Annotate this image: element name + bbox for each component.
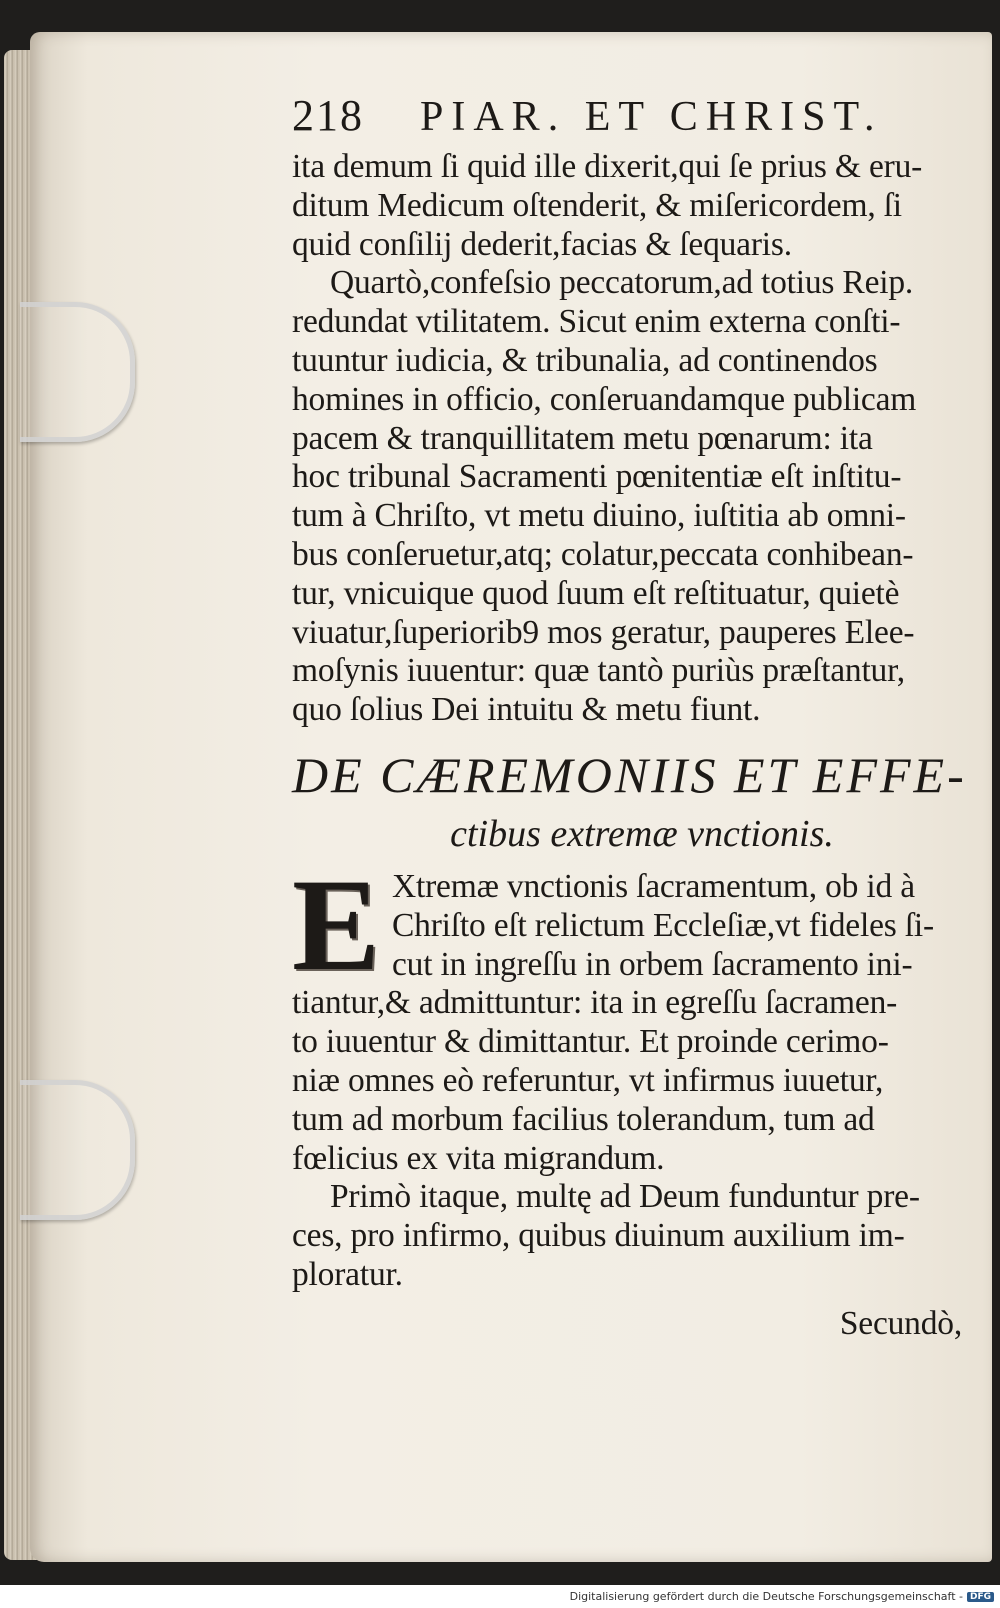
funding-credit: Digitalisierung gefördert durch die Deutsche Forschungsgemeinschaft - [569,1590,963,1603]
paragraph-2 [292,264,972,730]
text-line: tum ad morbum facilius tolerandum, tum ad [292,1100,875,1138]
text-line: quid conſilij dederit,facias & ſequaris. [292,225,792,263]
catchword: Secundò, [839,1304,962,1342]
text-line: cut in ingreſſu in orbem ſacramento ini- [392,945,913,983]
text-line: pacem & tranquillitatem metu pœnarum: ita [292,419,873,457]
text-line: bus conſeruetur,atq; colatur,peccata conhibean- [292,535,914,573]
decorated-initial: E [292,850,381,998]
text-line: Xtremæ vnctionis ſacramentum, ob id à [392,867,915,905]
text-line: Chriſto eſt relictum Eccleſiæ,vt fideles ſi- [392,906,934,944]
running-title: PIAR. ET CHRIST. [420,94,883,140]
text-line: ces, pro infirmo, quibus diuinum auxilium im- [292,1217,905,1255]
digitization-credit-bar [0,1585,1000,1608]
page-text [292,90,972,1344]
text-line: ita demum ſi quid ille dixerit,qui ſe prius & eru- [292,148,923,185]
dfg-logo: DFG [967,1592,994,1602]
text-line: moſynis iuuentur: quæ tantò puriùs præſtantur, [292,652,905,690]
paragraph-1 [292,148,972,264]
text-line: tum à Chriſto, vt metu diuino, iuſtitia ab omni- [292,497,906,535]
text-line: tiantur,& admittuntur: ita in egreſſu ſacramen- [292,984,898,1022]
text-line: homines in officio, conſeruandamque publicam [292,380,917,418]
text-line: fœlicius ex vita migrandum. [292,1139,665,1177]
text-line: to iuuentur & dimittantur. Et proinde cerimo- [292,1023,889,1061]
text-line: Primò itaque, multę ad Deum funduntur pre- [330,1178,920,1216]
page-number: 218 [292,91,364,140]
section-heading: DE CÆREMONIIS ET EFFE- [292,746,967,803]
page-clip-bottom [20,1080,135,1220]
running-head [292,90,972,148]
text-line: quo ſolius Dei intuitu & metu fiunt. [292,691,761,729]
text-line: tur, vnicuique quod ſuum eſt reſtituatur, quietè [292,574,900,612]
section-subheading: ctibus extremæ vnctionis. [450,812,834,855]
text-line: viuatur,ſuperiorib9 mos geratur, pauperes Elee- [292,613,915,651]
section-body [292,850,972,1178]
text-line: redundat vtilitatem. Sicut enim externa conſti- [292,303,901,341]
text-line: niæ omnes eò referuntur, vt infirmus iuuetur, [292,1061,884,1099]
text-line: tuuntur iudicia, & tribunalia, ad continendos [292,341,878,379]
text-line: Quartò,confeſsio peccatorum,ad totius Reip. [330,264,914,302]
page-clip-top [20,302,135,442]
text-line: ditum Medicum oſtenderit, & miſericordem, ſi [292,186,902,224]
text-line: ploratur. [292,1255,403,1293]
text-line: hoc tribunal Sacramenti pœnitentiæ eſt inſtitu- [292,458,902,496]
paragraph-3 [292,1178,972,1294]
